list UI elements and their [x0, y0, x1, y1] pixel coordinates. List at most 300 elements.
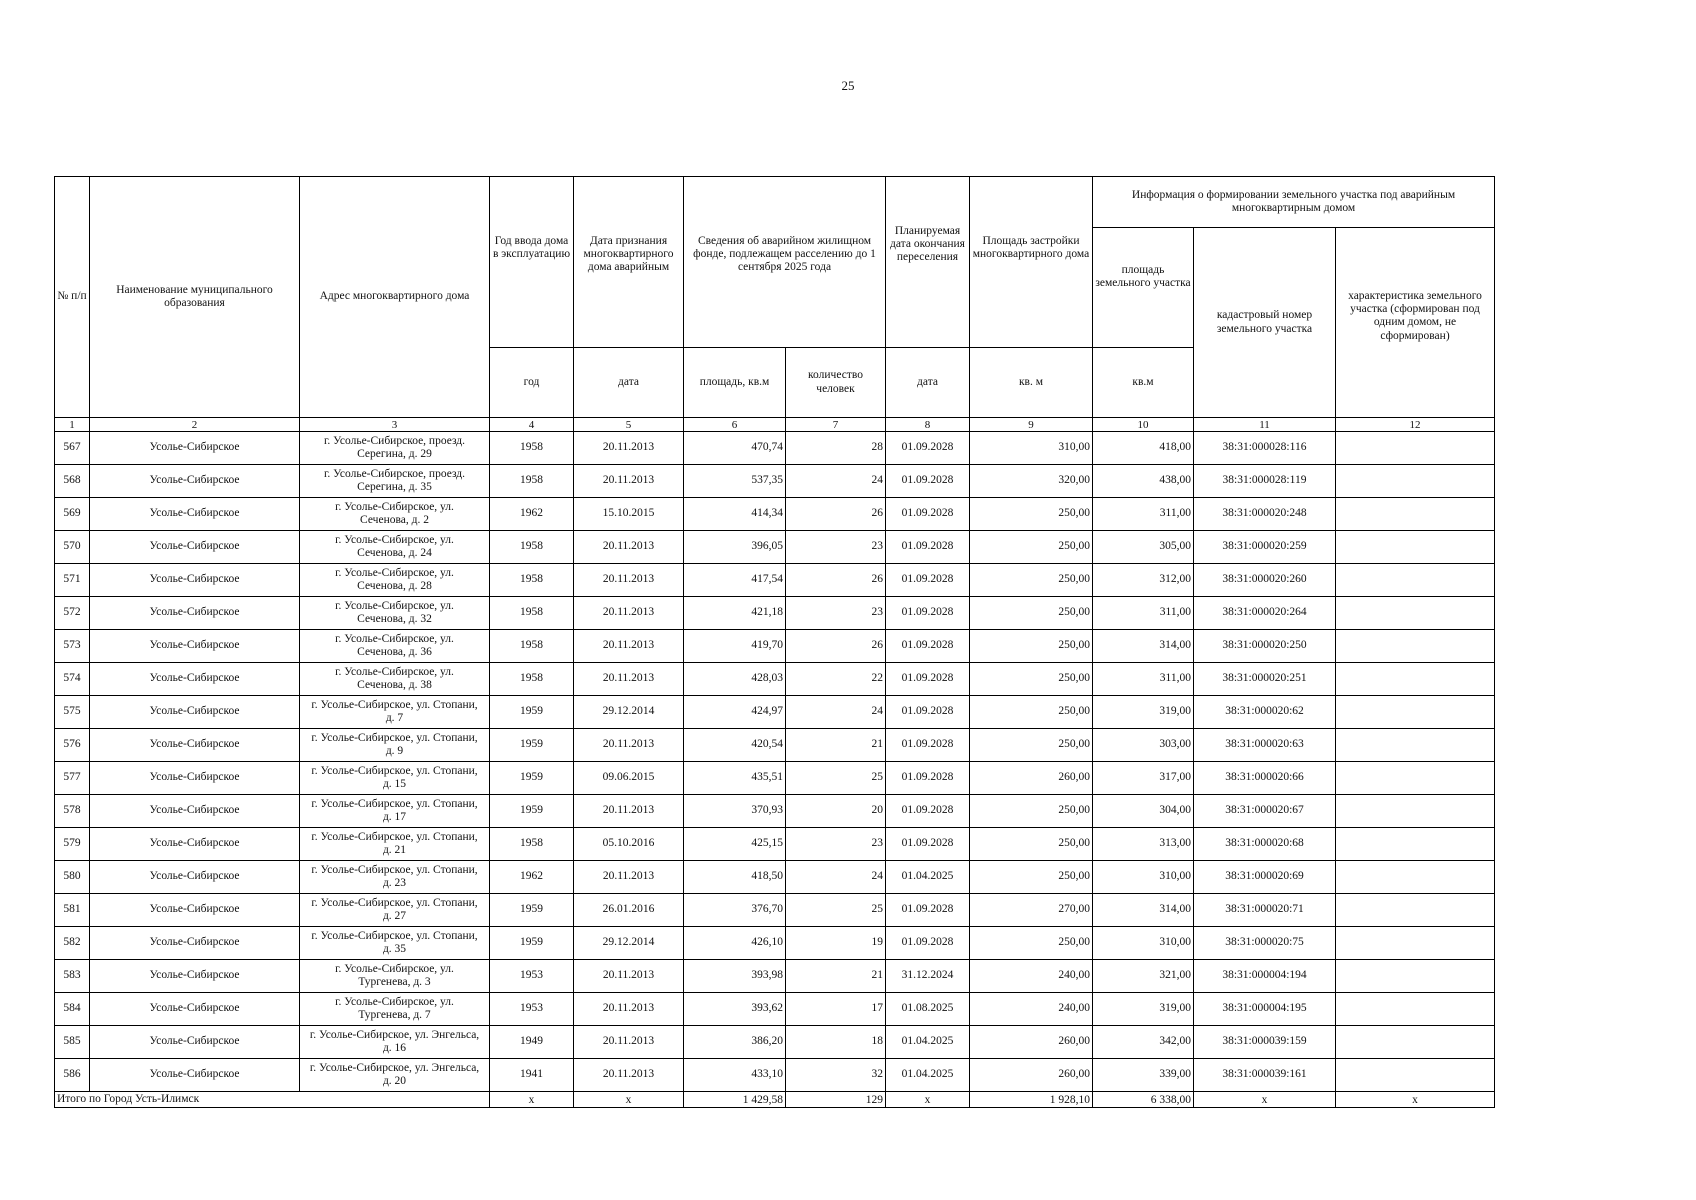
land-characteristic-cell — [1336, 663, 1495, 696]
row-number: 576 — [55, 729, 90, 762]
recognition-date-cell: 20.11.2013 — [574, 1026, 684, 1059]
column-number: 11 — [1194, 418, 1336, 432]
recognition-date-cell: 20.11.2013 — [574, 1059, 684, 1092]
address-line-2: д. 15 — [382, 778, 407, 790]
area-cell: 396,05 — [684, 531, 786, 564]
address-cell — [300, 894, 490, 927]
planned-date-cell: 01.09.2028 — [886, 498, 970, 531]
header-recognition-date: Дата признания многоквартирного дома аварийным — [574, 177, 684, 348]
municipality-cell: Усолье-Сибирское — [90, 762, 300, 795]
address-line-2: д. 9 — [385, 745, 404, 757]
address-cell — [300, 762, 490, 795]
cadastral-number-cell: 38:31:000020:264 — [1194, 597, 1336, 630]
land-area-cell: 305,00 — [1093, 531, 1194, 564]
table-row — [55, 597, 1495, 630]
people-count-cell: 20 — [786, 795, 886, 828]
land-area-cell: 312,00 — [1093, 564, 1194, 597]
table-row — [55, 762, 1495, 795]
address-cell — [300, 498, 490, 531]
building-area-cell: 260,00 — [970, 1026, 1093, 1059]
land-characteristic-cell — [1336, 828, 1495, 861]
header-planned-date: Планируемая дата окончания переселения — [886, 177, 970, 348]
area-cell: 376,70 — [684, 894, 786, 927]
table-row — [55, 828, 1495, 861]
land-area-cell: 319,00 — [1093, 993, 1194, 1026]
municipality-cell: Усолье-Сибирское — [90, 795, 300, 828]
people-count-cell: 23 — [786, 597, 886, 630]
address-cell — [300, 630, 490, 663]
column-number: 10 — [1093, 418, 1194, 432]
cadastral-number-cell: 38:31:000020:248 — [1194, 498, 1336, 531]
municipality-cell: Усолье-Сибирское — [90, 531, 300, 564]
total-area: 1 429,58 — [684, 1092, 786, 1108]
land-characteristic-cell — [1336, 597, 1495, 630]
year-built-cell: 1953 — [490, 960, 574, 993]
column-number: 5 — [574, 418, 684, 432]
address-line-2: Сеченова, д. 36 — [357, 646, 432, 658]
building-area-cell: 270,00 — [970, 894, 1093, 927]
municipality-cell: Усолье-Сибирское — [90, 861, 300, 894]
address-line-1: г. Усолье-Сибирское, ул. — [335, 599, 454, 612]
building-area-cell: 250,00 — [970, 696, 1093, 729]
address-cell — [300, 795, 490, 828]
planned-date-cell: 01.09.2028 — [886, 729, 970, 762]
cadastral-number-cell: 38:31:000039:161 — [1194, 1059, 1336, 1092]
land-area-cell: 317,00 — [1093, 762, 1194, 795]
header-land-area: площадь земельного участка — [1093, 228, 1194, 348]
row-number: 577 — [55, 762, 90, 795]
municipality-cell: Усолье-Сибирское — [90, 894, 300, 927]
land-area-cell: 310,00 — [1093, 861, 1194, 894]
planned-date-cell: 01.04.2025 — [886, 861, 970, 894]
address-line-2: Тургенева, д. 3 — [358, 976, 431, 988]
address-line-2: д. 16 — [382, 1042, 407, 1054]
year-built-cell: 1958 — [490, 597, 574, 630]
land-area-cell: 313,00 — [1093, 828, 1194, 861]
land-area-cell: 310,00 — [1093, 927, 1194, 960]
address-line-1: г. Усолье-Сибирское, ул. Стопани, — [311, 797, 478, 810]
header-unit-date: дата — [574, 348, 684, 418]
column-number: 1 — [55, 418, 90, 432]
address-line-1: г. Усолье-Сибирское, ул. Энгельса, — [309, 1028, 480, 1041]
cadastral-number-cell: 38:31:000020:63 — [1194, 729, 1336, 762]
address-line-1: г. Усолье-Сибирское, ул. — [335, 632, 454, 645]
area-cell: 426,10 — [684, 927, 786, 960]
header-unit-year: год — [490, 348, 574, 418]
year-built-cell: 1959 — [490, 762, 574, 795]
municipality-cell: Усолье-Сибирское — [90, 729, 300, 762]
address-cell — [300, 828, 490, 861]
land-characteristic-cell — [1336, 993, 1495, 1026]
address-cell — [300, 960, 490, 993]
land-area-cell: 311,00 — [1093, 597, 1194, 630]
table-row — [55, 795, 1495, 828]
people-count-cell: 26 — [786, 498, 886, 531]
land-area-cell: 418,00 — [1093, 432, 1194, 465]
address-line-1: г. Усолье-Сибирское, ул. Стопани, — [311, 896, 478, 909]
cadastral-number-cell: 38:31:000020:260 — [1194, 564, 1336, 597]
planned-date-cell: 01.09.2028 — [886, 465, 970, 498]
header-address: Адрес многоквартирного дома — [300, 177, 490, 418]
people-count-cell: 24 — [786, 861, 886, 894]
recognition-date-cell: 20.11.2013 — [574, 960, 684, 993]
cadastral-number-cell: 38:31:000020:68 — [1194, 828, 1336, 861]
municipality-cell: Усолье-Сибирское — [90, 465, 300, 498]
area-cell: 424,97 — [684, 696, 786, 729]
address-cell — [300, 729, 490, 762]
recognition-date-cell: 20.11.2013 — [574, 564, 684, 597]
area-cell: 425,15 — [684, 828, 786, 861]
land-characteristic-cell — [1336, 729, 1495, 762]
cadastral-number-cell: 38:31:000020:259 — [1194, 531, 1336, 564]
total-year: x — [490, 1092, 574, 1108]
emergency-housing-table-container — [54, 176, 1495, 1108]
land-characteristic-cell — [1336, 696, 1495, 729]
address-line-1: г. Усолье-Сибирское, ул. — [335, 995, 454, 1008]
recognition-date-cell: 26.01.2016 — [574, 894, 684, 927]
table-row — [55, 927, 1495, 960]
address-cell — [300, 927, 490, 960]
area-cell: 418,50 — [684, 861, 786, 894]
address-line-2: д. 27 — [382, 910, 407, 922]
address-line-2: Тургенева, д. 7 — [358, 1009, 431, 1021]
address-cell — [300, 432, 490, 465]
address-line-2: Сеченова, д. 38 — [357, 679, 432, 691]
land-characteristic-cell — [1336, 927, 1495, 960]
area-cell: 537,35 — [684, 465, 786, 498]
row-number: 573 — [55, 630, 90, 663]
building-area-cell: 260,00 — [970, 1059, 1093, 1092]
address-cell — [300, 465, 490, 498]
area-cell: 420,54 — [684, 729, 786, 762]
cadastral-number-cell: 38:31:000028:119 — [1194, 465, 1336, 498]
header-cadastral: кадастровый номер земельного участка — [1194, 228, 1336, 418]
column-number: 12 — [1336, 418, 1495, 432]
column-number-row — [55, 418, 1495, 432]
total-people: 129 — [786, 1092, 886, 1108]
row-number: 581 — [55, 894, 90, 927]
recognition-date-cell: 20.11.2013 — [574, 795, 684, 828]
emergency-housing-table — [54, 176, 1495, 1108]
column-number: 4 — [490, 418, 574, 432]
table-row — [55, 630, 1495, 663]
municipality-cell: Усолье-Сибирское — [90, 432, 300, 465]
address-line-1: г. Усолье-Сибирское, ул. Стопани, — [311, 929, 478, 942]
planned-date-cell: 01.09.2028 — [886, 663, 970, 696]
land-characteristic-cell — [1336, 465, 1495, 498]
table-body — [55, 432, 1495, 1092]
land-area-cell: 438,00 — [1093, 465, 1194, 498]
year-built-cell: 1958 — [490, 630, 574, 663]
cadastral-number-cell: 38:31:000028:116 — [1194, 432, 1336, 465]
municipality-cell: Усолье-Сибирское — [90, 498, 300, 531]
header-building-area: Площадь застройки многоквартирного дома — [970, 177, 1093, 348]
recognition-date-cell: 20.11.2013 — [574, 861, 684, 894]
total-building-area: 1 928,10 — [970, 1092, 1093, 1108]
land-area-cell: 339,00 — [1093, 1059, 1194, 1092]
address-line-2: Сеченова, д. 24 — [357, 547, 432, 559]
recognition-date-cell: 20.11.2013 — [574, 531, 684, 564]
row-number: 568 — [55, 465, 90, 498]
year-built-cell: 1962 — [490, 861, 574, 894]
land-characteristic-cell — [1336, 894, 1495, 927]
recognition-date-cell: 20.11.2013 — [574, 597, 684, 630]
address-line-1: г. Усолье-Сибирское, ул. Стопани, — [311, 764, 478, 777]
municipality-cell: Усолье-Сибирское — [90, 597, 300, 630]
header-year-built: Год ввода дома в эксплуатацию — [490, 177, 574, 348]
municipality-cell: Усолье-Сибирское — [90, 1026, 300, 1059]
row-number: 584 — [55, 993, 90, 1026]
building-area-cell: 240,00 — [970, 960, 1093, 993]
land-area-cell: 304,00 — [1093, 795, 1194, 828]
area-cell: 470,74 — [684, 432, 786, 465]
recognition-date-cell: 15.10.2015 — [574, 498, 684, 531]
planned-date-cell: 01.09.2028 — [886, 762, 970, 795]
land-characteristic-cell — [1336, 498, 1495, 531]
header-land-characteristic: характеристика земельного участка (сформирован под одним домом, не сформирован) — [1336, 228, 1495, 418]
year-built-cell: 1941 — [490, 1059, 574, 1092]
building-area-cell: 250,00 — [970, 498, 1093, 531]
cadastral-number-cell: 38:31:000020:69 — [1194, 861, 1336, 894]
page-number: 25 — [841, 78, 855, 93]
header-unit-people: количество человек — [786, 348, 886, 418]
land-area-cell: 319,00 — [1093, 696, 1194, 729]
table-row — [55, 960, 1495, 993]
address-line-1: г. Усолье-Сибирское, ул. Стопани, — [311, 698, 478, 711]
municipality-cell: Усолье-Сибирское — [90, 564, 300, 597]
planned-date-cell: 01.08.2025 — [886, 993, 970, 1026]
year-built-cell: 1958 — [490, 465, 574, 498]
address-line-2: д. 35 — [382, 943, 407, 955]
row-number: 572 — [55, 597, 90, 630]
address-line-1: г. Усолье-Сибирское, ул. Стопани, — [311, 830, 478, 843]
address-line-2: д. 21 — [382, 844, 407, 856]
header-unit-date2: дата — [886, 348, 970, 418]
recognition-date-cell: 20.11.2013 — [574, 465, 684, 498]
recognition-date-cell: 09.06.2015 — [574, 762, 684, 795]
row-number: 569 — [55, 498, 90, 531]
address-cell — [300, 564, 490, 597]
row-number: 579 — [55, 828, 90, 861]
column-number: 7 — [786, 418, 886, 432]
total-land-area: 6 338,00 — [1093, 1092, 1194, 1108]
year-built-cell: 1959 — [490, 927, 574, 960]
people-count-cell: 23 — [786, 828, 886, 861]
table-row — [55, 1059, 1495, 1092]
planned-date-cell: 01.09.2028 — [886, 432, 970, 465]
recognition-date-cell: 29.12.2014 — [574, 696, 684, 729]
total-date: x — [574, 1092, 684, 1108]
cadastral-number-cell: 38:31:000020:62 — [1194, 696, 1336, 729]
header-unit-sqm: кв. м — [970, 348, 1093, 418]
address-line-1: г. Усолье-Сибирское, проезд. — [323, 434, 466, 447]
address-cell — [300, 531, 490, 564]
table-row — [55, 696, 1495, 729]
building-area-cell: 250,00 — [970, 663, 1093, 696]
cadastral-number-cell: 38:31:000004:195 — [1194, 993, 1336, 1026]
address-line-2: Сеченова, д. 32 — [357, 613, 432, 625]
table-row — [55, 993, 1495, 1026]
year-built-cell: 1959 — [490, 894, 574, 927]
municipality-cell: Усолье-Сибирское — [90, 960, 300, 993]
planned-date-cell: 01.09.2028 — [886, 597, 970, 630]
address-cell — [300, 1026, 490, 1059]
row-number: 586 — [55, 1059, 90, 1092]
year-built-cell: 1962 — [490, 498, 574, 531]
area-cell: 414,34 — [684, 498, 786, 531]
row-number: 567 — [55, 432, 90, 465]
cadastral-number-cell: 38:31:000020:67 — [1194, 795, 1336, 828]
table-row — [55, 663, 1495, 696]
building-area-cell: 250,00 — [970, 630, 1093, 663]
address-line-2: д. 23 — [382, 877, 407, 889]
row-number: 571 — [55, 564, 90, 597]
row-number: 575 — [55, 696, 90, 729]
planned-date-cell: 31.12.2024 — [886, 960, 970, 993]
header-col-num: № п/п — [55, 177, 90, 418]
land-area-cell: 342,00 — [1093, 1026, 1194, 1059]
land-characteristic-cell — [1336, 432, 1495, 465]
address-line-2: Серегина, д. 29 — [357, 448, 432, 460]
people-count-cell: 26 — [786, 564, 886, 597]
header-unit-area: площадь, кв.м — [684, 348, 786, 418]
table-row — [55, 729, 1495, 762]
year-built-cell: 1958 — [490, 432, 574, 465]
area-cell: 393,98 — [684, 960, 786, 993]
land-characteristic-cell — [1336, 795, 1495, 828]
table-footer — [55, 1092, 1495, 1108]
municipality-cell: Усолье-Сибирское — [90, 828, 300, 861]
land-area-cell: 314,00 — [1093, 894, 1194, 927]
column-number: 8 — [886, 418, 970, 432]
building-area-cell: 250,00 — [970, 597, 1093, 630]
land-characteristic-cell — [1336, 762, 1495, 795]
people-count-cell: 22 — [786, 663, 886, 696]
column-number: 9 — [970, 418, 1093, 432]
area-cell: 417,54 — [684, 564, 786, 597]
header-emergency-fund: Сведения об аварийном жилищном фонде, подлежащем расселению до 1 сентября 2025 года — [684, 177, 886, 348]
people-count-cell: 18 — [786, 1026, 886, 1059]
planned-date-cell: 01.09.2028 — [886, 696, 970, 729]
people-count-cell: 26 — [786, 630, 886, 663]
area-cell: 386,20 — [684, 1026, 786, 1059]
address-line-2: д. 17 — [382, 811, 407, 823]
row-number: 582 — [55, 927, 90, 960]
cadastral-number-cell: 38:31:000020:66 — [1194, 762, 1336, 795]
recognition-date-cell: 29.12.2014 — [574, 927, 684, 960]
address-line-1: г. Усолье-Сибирское, ул. Стопани, — [311, 863, 478, 876]
row-number: 583 — [55, 960, 90, 993]
row-number: 580 — [55, 861, 90, 894]
area-cell: 435,51 — [684, 762, 786, 795]
people-count-cell: 24 — [786, 696, 886, 729]
land-characteristic-cell — [1336, 531, 1495, 564]
cadastral-number-cell: 38:31:000020:251 — [1194, 663, 1336, 696]
address-line-1: г. Усолье-Сибирское, ул. — [335, 533, 454, 546]
planned-date-cell: 01.09.2028 — [886, 828, 970, 861]
people-count-cell: 19 — [786, 927, 886, 960]
building-area-cell: 250,00 — [970, 531, 1093, 564]
header-land-info: Информация о формировании земельного участка под аварийным многоквартирным домом — [1093, 177, 1495, 228]
planned-date-cell: 01.09.2028 — [886, 564, 970, 597]
address-cell — [300, 597, 490, 630]
building-area-cell: 260,00 — [970, 762, 1093, 795]
people-count-cell: 25 — [786, 894, 886, 927]
planned-date-cell: 01.09.2028 — [886, 630, 970, 663]
building-area-cell: 250,00 — [970, 795, 1093, 828]
cadastral-number-cell: 38:31:000020:75 — [1194, 927, 1336, 960]
address-line-1: г. Усолье-Сибирское, ул. Энгельса, — [309, 1061, 480, 1074]
land-characteristic-cell — [1336, 861, 1495, 894]
address-line-1: г. Усолье-Сибирское, ул. — [335, 962, 454, 975]
total-plan: x — [886, 1092, 970, 1108]
land-characteristic-cell — [1336, 1026, 1495, 1059]
recognition-date-cell: 20.11.2013 — [574, 729, 684, 762]
planned-date-cell: 01.09.2028 — [886, 894, 970, 927]
address-line-2: д. 20 — [382, 1075, 407, 1087]
recognition-date-cell: 20.11.2013 — [574, 663, 684, 696]
people-count-cell: 28 — [786, 432, 886, 465]
cadastral-number-cell: 38:31:000004:194 — [1194, 960, 1336, 993]
recognition-date-cell: 05.10.2016 — [574, 828, 684, 861]
area-cell: 393,62 — [684, 993, 786, 1026]
address-cell — [300, 993, 490, 1026]
people-count-cell: 25 — [786, 762, 886, 795]
people-count-cell: 23 — [786, 531, 886, 564]
municipality-cell: Усолье-Сибирское — [90, 927, 300, 960]
table-header — [55, 177, 1495, 432]
area-cell: 421,18 — [684, 597, 786, 630]
year-built-cell: 1959 — [490, 729, 574, 762]
people-count-cell: 21 — [786, 729, 886, 762]
address-line-1: г. Усолье-Сибирское, проезд. — [323, 467, 466, 480]
planned-date-cell: 01.09.2028 — [886, 531, 970, 564]
address-line-1: г. Усолье-Сибирское, ул. — [335, 566, 454, 579]
year-built-cell: 1949 — [490, 1026, 574, 1059]
planned-date-cell: 01.04.2025 — [886, 1026, 970, 1059]
address-line-2: Сеченова, д. 2 — [360, 514, 429, 526]
table-row — [55, 894, 1495, 927]
year-built-cell: 1959 — [490, 696, 574, 729]
row-number: 585 — [55, 1026, 90, 1059]
building-area-cell: 240,00 — [970, 993, 1093, 1026]
address-line-1: г. Усолье-Сибирское, ул. — [335, 500, 454, 513]
column-number: 6 — [684, 418, 786, 432]
municipality-cell: Усолье-Сибирское — [90, 696, 300, 729]
address-cell — [300, 663, 490, 696]
land-characteristic-cell — [1336, 960, 1495, 993]
table-row — [55, 465, 1495, 498]
people-count-cell: 24 — [786, 465, 886, 498]
recognition-date-cell: 20.11.2013 — [574, 432, 684, 465]
table-row — [55, 531, 1495, 564]
table-row — [55, 861, 1495, 894]
building-area-cell: 310,00 — [970, 432, 1093, 465]
cadastral-number-cell: 38:31:000020:71 — [1194, 894, 1336, 927]
municipality-cell: Усолье-Сибирское — [90, 993, 300, 1026]
building-area-cell: 250,00 — [970, 927, 1093, 960]
planned-date-cell: 01.04.2025 — [886, 1059, 970, 1092]
table-row — [55, 498, 1495, 531]
cadastral-number-cell: 38:31:000039:159 — [1194, 1026, 1336, 1059]
land-area-cell: 321,00 — [1093, 960, 1194, 993]
address-cell — [300, 861, 490, 894]
area-cell: 433,10 — [684, 1059, 786, 1092]
people-count-cell: 17 — [786, 993, 886, 1026]
building-area-cell: 250,00 — [970, 828, 1093, 861]
land-area-cell: 303,00 — [1093, 729, 1194, 762]
land-characteristic-cell — [1336, 630, 1495, 663]
